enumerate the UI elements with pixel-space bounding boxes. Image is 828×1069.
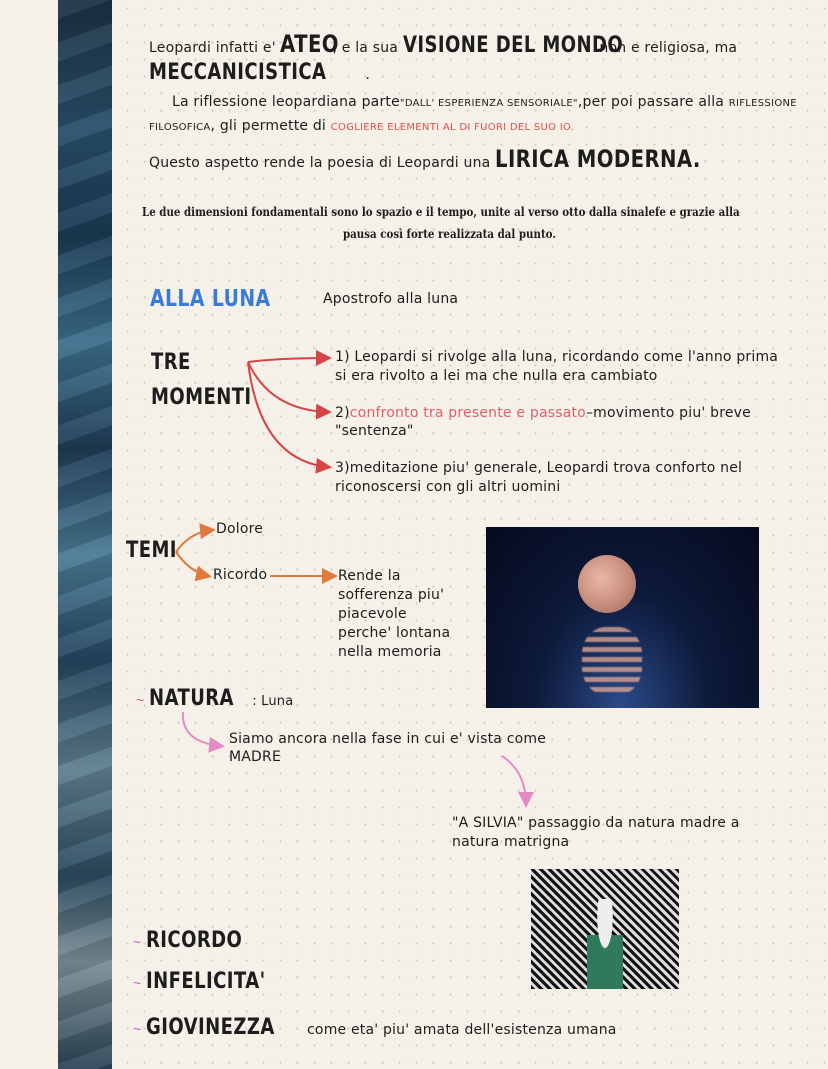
- wave-bullet-icon: ~: [133, 1021, 142, 1037]
- tre-momenti-arrows: [240, 350, 340, 480]
- wave-bullet-icon: ~: [133, 975, 142, 991]
- dimensions-line-1: Le due dimensioni fondamentali sono lo spazio e il tempo, unite al verso otto dalla sinalefe e grazie alla: [142, 204, 740, 219]
- intro-line-5: Questo aspetto rende la poesia di Leopardi una LIRICA MODERNA.: [149, 145, 701, 173]
- momento-1-line-1: 1) Leopardi si rivolge alla luna, ricordando come l'anno prima: [335, 349, 779, 365]
- moon-reflection: [582, 627, 642, 695]
- temi-label: TEMI: [126, 538, 177, 563]
- intro-line-1: Leopardi infatti e' ATEO, e la sua VISIONE DEL MONDO non e religiosa, ma: [149, 30, 738, 58]
- natura-heading: ~ NATURA : Luna: [136, 686, 294, 711]
- momento-2-line-2: "sentenza": [335, 423, 414, 439]
- wave-bullet-icon: ~: [136, 692, 145, 708]
- ricordo-note: Rende la sofferenza piu' piacevole perche' lontana nella memoria: [338, 568, 451, 660]
- intro-line-4: FILOSOFICA, gli permette di COGLIERE ELEMENTI AL DI FUORI DEL SUO IO.: [149, 118, 575, 134]
- tre-momenti-label-2: MOMENTI: [151, 385, 252, 410]
- silvia-arrow: [496, 752, 536, 812]
- alla-luna-subtitle: Apostrofo alla luna: [323, 291, 459, 307]
- natura-note-line-2: MADRE: [229, 749, 282, 765]
- momento-2-line-1: 2)confronto tra presente e passato–movimento piu' breve: [335, 405, 751, 421]
- dimensions-line-2: pausa così forte realizzata dal punto.: [343, 226, 556, 241]
- intro-line-2: MECCANICISTICA .: [149, 60, 370, 85]
- bullet-ricordo: ~ RICORDO: [133, 928, 242, 953]
- tema-ricordo: Ricordo: [213, 567, 268, 583]
- bullet-giovinezza: ~ GIOVINEZZA come eta' piu' amata dell'esistenza umana: [133, 1015, 617, 1040]
- intro-line-3: La riflessione leopardiana parte"DALL' ESPERIENZA SENSORIALE",per poi passare alla RIFLESSIONE: [172, 94, 797, 110]
- silvia-note-line-1: "A SILVIA" passaggio da natura madre a: [452, 815, 740, 831]
- natura-note-line-1: Siamo ancora nella fase in cui e' vista come: [229, 731, 547, 747]
- moon-over-sea-image: [486, 527, 759, 708]
- momento-3-line-1: 3)meditazione piu' generale, Leopardi trova conforto nel: [335, 460, 743, 476]
- moon-icon: [578, 555, 636, 613]
- momento-1-line-2: si era rivolto a lei ma che nulla era cambiato: [335, 368, 658, 384]
- decorative-strip-shading: [58, 0, 112, 1069]
- silvia-illustration-image: [531, 869, 679, 989]
- momento-3-line-2: riconoscersi con gli altri uomini: [335, 479, 561, 495]
- bullet-infelicita: ~ INFELICITA': [133, 969, 266, 994]
- wave-bullet-icon: ~: [133, 934, 142, 950]
- tre-momenti-label-1: TRE: [151, 350, 191, 375]
- silvia-note-line-2: natura matrigna: [452, 834, 570, 850]
- alla-luna-title: ALLA LUNA: [150, 286, 271, 312]
- tema-dolore: Dolore: [216, 521, 264, 537]
- page-margin: [0, 0, 58, 1069]
- silvia-figure: [587, 899, 623, 989]
- natura-arrow: [175, 710, 235, 755]
